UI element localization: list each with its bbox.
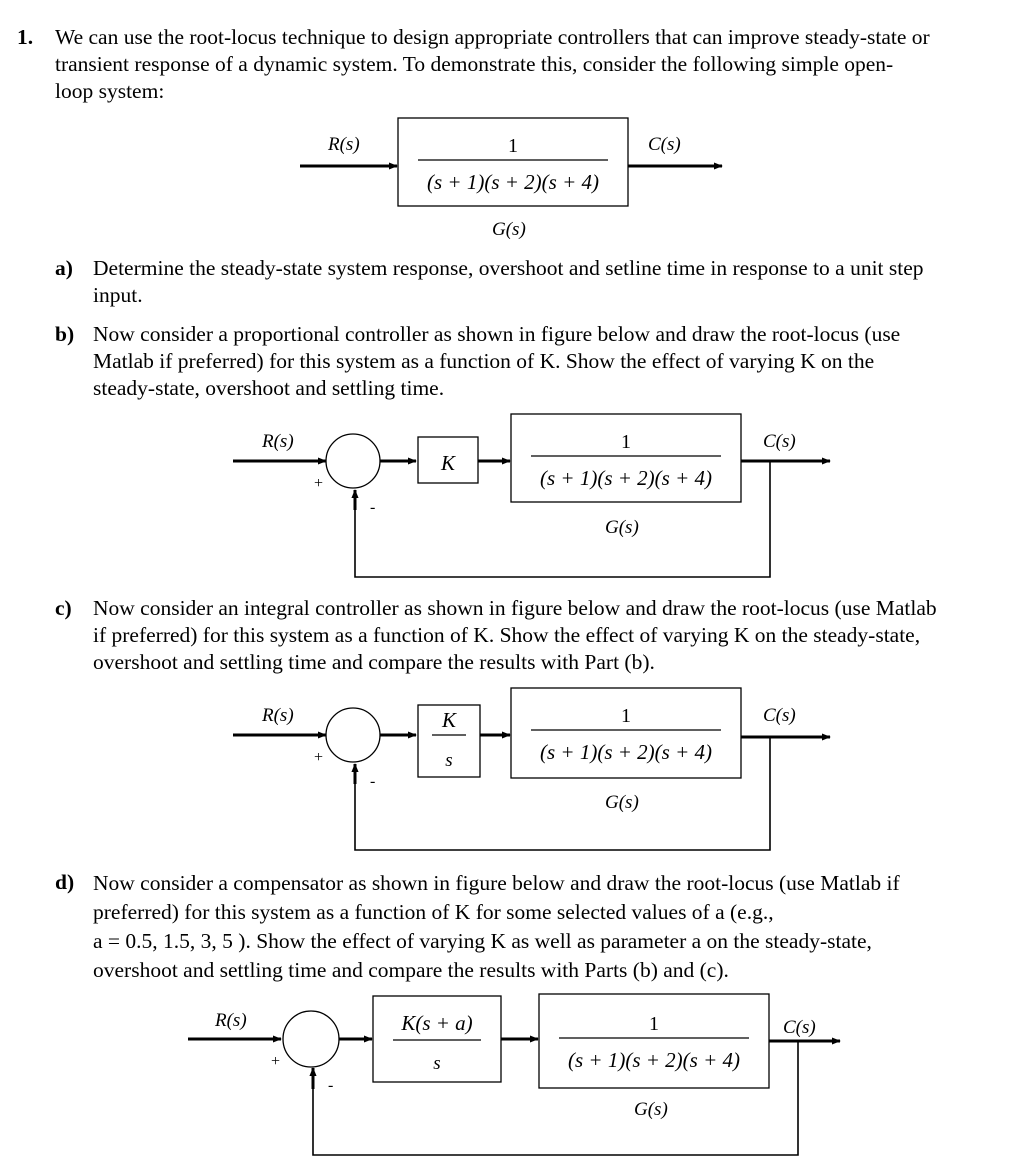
summing-junction xyxy=(326,708,380,762)
plus-sign: + xyxy=(271,1053,281,1070)
plant-label: G(s) xyxy=(634,1099,668,1120)
input-label: R(s) xyxy=(328,134,360,155)
part-c-line: if preferred) for this system as a function of K. Show the effect of varying K on the steady-state, xyxy=(93,623,921,647)
part-c-line: overshoot and settling time and compare the results with Part (b). xyxy=(93,650,655,674)
compensator-denominator: s xyxy=(433,1053,441,1074)
summing-junction xyxy=(326,434,380,488)
compensator-numerator: K(s + a) xyxy=(401,1011,473,1035)
part-d-line: overshoot and settling time and compare the results with Parts (b) and (c). xyxy=(93,958,729,982)
plus-sign: + xyxy=(314,475,324,492)
input-label: R(s) xyxy=(262,705,294,726)
tf-denominator: (s + 1)(s + 2)(s + 4) xyxy=(540,466,712,490)
part-d-line: Now consider a compensator as shown in figure below and draw the root-locus (use Matlab if xyxy=(93,871,900,895)
part-d-line: preferred) for this system as a function of K for some selected values of a (e.g., xyxy=(93,900,774,924)
controller-denominator: s xyxy=(445,750,453,771)
plant-block xyxy=(539,994,769,1088)
tf-denominator: (s + 1)(s + 2)(s + 4) xyxy=(568,1048,740,1072)
minus-sign: - xyxy=(370,499,376,516)
output-label: C(s) xyxy=(763,705,796,726)
plus-sign: + xyxy=(314,749,324,766)
output-label: C(s) xyxy=(783,1017,816,1038)
summing-junction xyxy=(283,1011,339,1067)
part-a-line: Determine the steady-state system response, overshoot and setline time in response to a unit step xyxy=(93,256,924,280)
part-a-line: input. xyxy=(93,283,143,307)
minus-sign: - xyxy=(328,1077,334,1094)
input-label: R(s) xyxy=(262,431,294,452)
plant-label: G(s) xyxy=(605,517,639,538)
tf-numerator: 1 xyxy=(649,1013,659,1035)
part-d-label: d) xyxy=(55,870,75,894)
part-c-line: Now consider an integral controller as shown in figure below and draw the root-locus (use Matlab xyxy=(93,596,937,620)
input-label: R(s) xyxy=(215,1010,247,1031)
part-a-label: a) xyxy=(55,256,73,280)
intro-line: transient response of a dynamic system. To demonstrate this, consider the following simple open- xyxy=(55,52,894,76)
part-c-label: c) xyxy=(55,596,72,620)
plant-block xyxy=(511,688,741,778)
part-d-line: a = 0.5, 1.5, 3, 5 ). Show the effect of varying K as well as parameter a on the steady-state, xyxy=(93,929,872,953)
plant-label: G(s) xyxy=(492,219,526,240)
intro-line: loop system: xyxy=(55,79,165,103)
tf-numerator: 1 xyxy=(508,135,518,157)
part-b-label: b) xyxy=(55,322,75,346)
part-b-line: Now consider a proportional controller as shown in figure below and draw the root-locus (use xyxy=(93,322,901,346)
part-b-line: Matlab if preferred) for this system as a function of K. Show the effect of varying K on the xyxy=(93,349,875,373)
plant-label: G(s) xyxy=(605,792,639,813)
tf-denominator: (s + 1)(s + 2)(s + 4) xyxy=(427,170,599,194)
minus-sign: - xyxy=(370,773,376,790)
diagram-proportional xyxy=(233,414,830,577)
controller-numerator: K xyxy=(441,708,457,732)
diagram-open-loop xyxy=(300,118,722,240)
part-b-line: steady-state, overshoot and settling time. xyxy=(93,376,445,400)
output-label: C(s) xyxy=(763,431,796,452)
tf-numerator: 1 xyxy=(621,705,631,727)
output-label: C(s) xyxy=(648,134,681,155)
diagram-compensator xyxy=(188,994,840,1155)
tf-denominator: (s + 1)(s + 2)(s + 4) xyxy=(540,740,712,764)
question-number: 1. xyxy=(17,25,34,49)
tf-numerator: 1 xyxy=(621,431,631,453)
intro-line: We can use the root-locus technique to design appropriate controllers that can improve steady-state or xyxy=(55,25,930,49)
controller-gain: K xyxy=(440,451,456,475)
diagram-integral xyxy=(233,688,830,850)
